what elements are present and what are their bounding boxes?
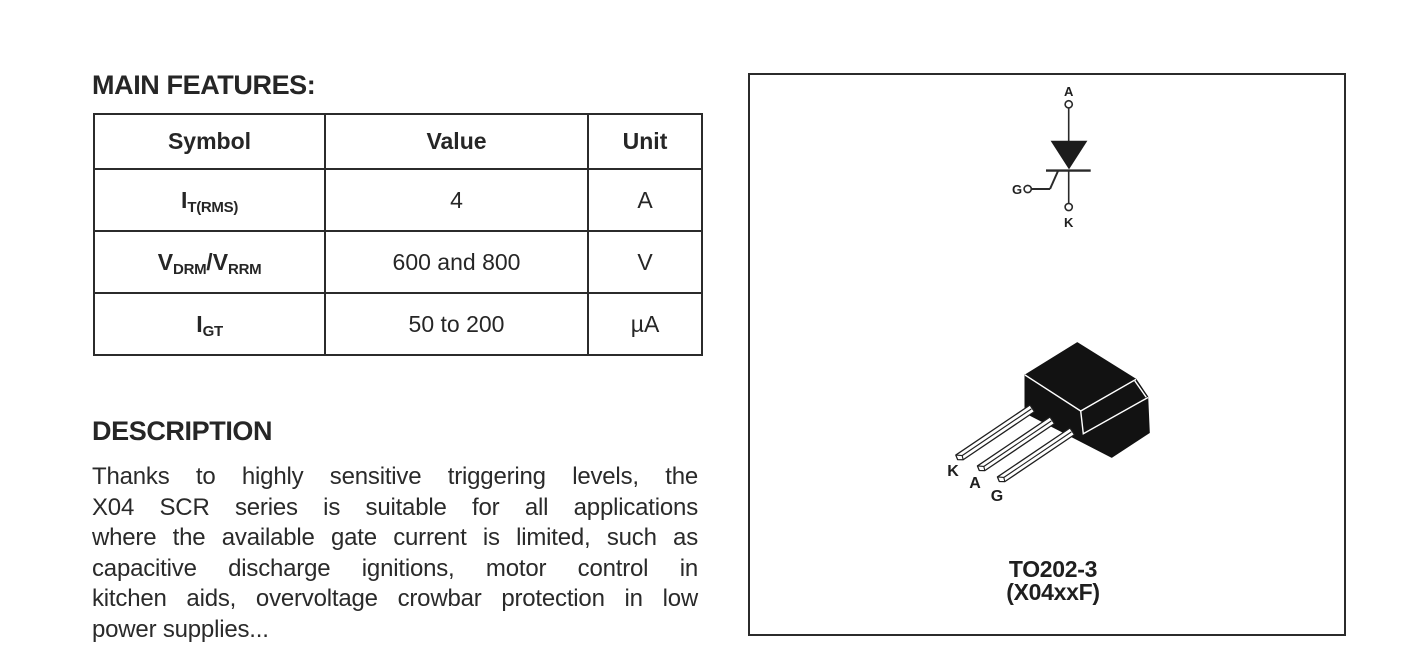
- table-row: [94, 169, 702, 231]
- unit-cell: µA: [588, 293, 702, 355]
- description-heading: DESCRIPTION: [92, 416, 273, 446]
- description-line: where the available gate current is limited, such as: [92, 524, 698, 552]
- table-row: [94, 293, 702, 355]
- unit-cell: A: [588, 169, 702, 231]
- pin-a-label: A: [969, 475, 981, 492]
- gate-label: G: [1011, 182, 1023, 197]
- table-header-row: [94, 114, 702, 169]
- features-table: [93, 113, 703, 356]
- description-paragraph: [92, 462, 698, 646]
- table-row: [94, 231, 702, 293]
- symbol-vdrm-vrrm: $V_{DRM}/V_{RRM}$: [94, 231, 325, 293]
- header-value: Value: [325, 114, 588, 169]
- gate-terminal: [1024, 185, 1031, 192]
- symbol-it-rms: $I_{T(RMS)}$: [94, 169, 325, 231]
- pin-k-label: K: [947, 463, 959, 480]
- scr-symbol-icon: [1012, 84, 1091, 230]
- description-line: kitchen aids, overvoltage crowbar protection in low: [92, 585, 698, 613]
- gate-lead: [1050, 171, 1058, 189]
- header-unit: Unit: [588, 114, 702, 169]
- description-line: capacitive discharge ignitions, motor control in: [92, 554, 698, 582]
- description-line: power supplies...: [92, 615, 269, 643]
- cathode-terminal: [1065, 203, 1072, 210]
- main-features-heading: MAIN FEATURES:: [92, 70, 316, 100]
- cathode-label: K: [1064, 215, 1074, 230]
- value-cell: 600 and 800: [325, 231, 588, 293]
- description-line: X04 SCR series is suitable for all applications: [92, 493, 698, 521]
- anode-label: A: [1064, 84, 1074, 99]
- package-variant: (X04xxF): [1006, 579, 1100, 605]
- unit-cell: V: [588, 231, 702, 293]
- anode-terminal: [1065, 101, 1072, 108]
- package-body: [1025, 343, 1149, 458]
- figure-artwork: [748, 73, 1346, 636]
- scr-triangle: [1051, 141, 1088, 170]
- symbol-igt: $I_{GT}$: [94, 293, 325, 355]
- package-drawing-icon: [947, 343, 1149, 605]
- description-line: Thanks to highly sensitive triggering levels, the: [92, 463, 698, 490]
- header-symbol: Symbol: [94, 114, 325, 169]
- value-cell: 4: [325, 169, 588, 231]
- value-cell: 50 to 200: [325, 293, 588, 355]
- pin-g-label: G: [990, 488, 1004, 505]
- package-name: TO202-3: [1008, 556, 1098, 582]
